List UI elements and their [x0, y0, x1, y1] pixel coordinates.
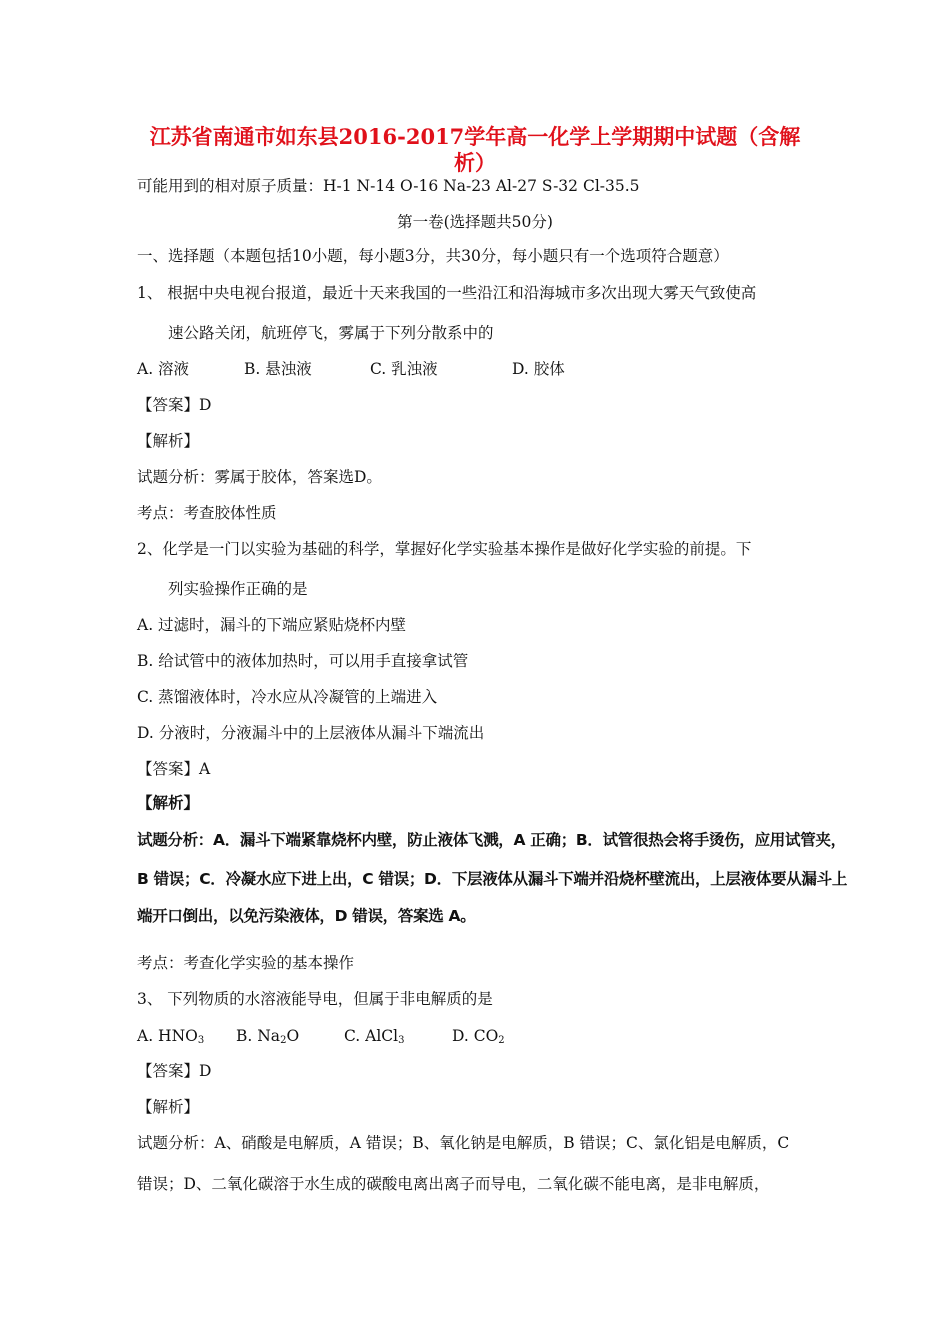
q1-stem-line-2: 速公路关闭，航班停飞，雾属于下列分散系中的 — [168, 324, 494, 342]
q2-option-c: C. 蒸馏液体时，冷水应从冷凝管的上端进入 — [137, 688, 438, 706]
q3-analysis-label: 【解析】 — [137, 1098, 200, 1116]
q3-stem: 3、 下列物质的水溶液能导电，但属于非电解质的是 — [137, 990, 493, 1008]
q3-option-a: A. $HNO_3$ — [137, 1027, 205, 1046]
q1-kaodian: 考点：考查胶体性质 — [137, 504, 277, 522]
section-instructions: 一、选择题（本题包括10小题，每小题3分，共30分，每小题只有一个选项符合题意） — [137, 247, 729, 265]
document-title-line-2: 析） — [454, 150, 496, 175]
q1-option-b: B. 悬浊液 — [244, 360, 312, 378]
q1-option-c: C. 乳浊液 — [370, 360, 438, 378]
q3-answer: 【答案】D — [137, 1062, 212, 1080]
q1-stem-line-1: 1、 根据中央电视台报道，最近十天来我国的一些沿江和沿海城市多次出现大雾天气致使高 — [137, 284, 757, 302]
section-title: 第一卷(选择题共50分) — [397, 213, 553, 231]
q3-option-c: C. AlCl$_3$ — [344, 1027, 405, 1046]
q2-analysis-label: 【解析】 — [137, 794, 200, 812]
q2-stem-line-1: 2、化学是一门以实验为基础的科学，掌握好化学实验基本操作是做好化学实验的前提。下 — [137, 540, 752, 558]
q3-option-d: D. $CO_2$ — [452, 1027, 505, 1046]
q2-analysis-line-3: 端开口倒出，以免污染液体，D 错误，答案选 A。 — [137, 907, 476, 925]
q3-option-b: B. $Na_2O$ — [236, 1027, 300, 1046]
q2-option-b: B. 给试管中的液体加热时，可以用手直接拿试管 — [137, 652, 469, 670]
q1-option-a: A. 溶液 — [137, 360, 190, 378]
q2-option-a: A. 过滤时，漏斗的下端应紧贴烧杯内壁 — [137, 616, 407, 634]
q3-analysis-line-1: 试题分析：A、硝酸是电解质，A 错误；B、氧化钠是电解质，B 错误；C、氯化铝是电解质，C — [137, 1134, 790, 1152]
document-title-line-1: 江苏省南通市如东县2016-2017学年高一化学上学期期中试题（含解 — [149, 124, 801, 149]
q2-kaodian: 考点：考查化学实验的基本操作 — [137, 954, 355, 972]
q3-analysis-line-2: 错误；D、二氧化碳溶于水生成的碳酸电离出离子而导电，二氧化碳不能电离，是非电解质， — [137, 1175, 770, 1193]
q1-option-d: D. 胶体 — [512, 360, 565, 378]
q2-answer: 【答案】A — [137, 760, 211, 778]
q2-stem-line-2: 列实验操作正确的是 — [168, 580, 308, 598]
q1-analysis: 试题分析：雾属于胶体，答案选D。 — [137, 468, 382, 486]
q2-option-d: D. 分液时，分液漏斗中的上层液体从漏斗下端流出 — [137, 724, 485, 742]
atomic-masses-note: 可能用到的相对原子质量：H-1 N-14 O-16 Na-23 Al-27 S-32 Cl-35.5 — [137, 177, 640, 195]
q2-analysis-line-1: 试题分析：A．漏斗下端紧靠烧杯内壁，防止液体飞溅，A 正确；B．试管很热会将手烫伤，应用试管夹， — [137, 831, 846, 849]
q1-answer: 【答案】D — [137, 396, 212, 414]
q1-analysis-label: 【解析】 — [137, 432, 200, 450]
q2-analysis-line-2: B 错误；C．冷凝水应下进上出，C 错误；D．下层液体从漏斗下端并沿烧杯壁流出，上层液体要从漏斗上 — [137, 870, 848, 888]
